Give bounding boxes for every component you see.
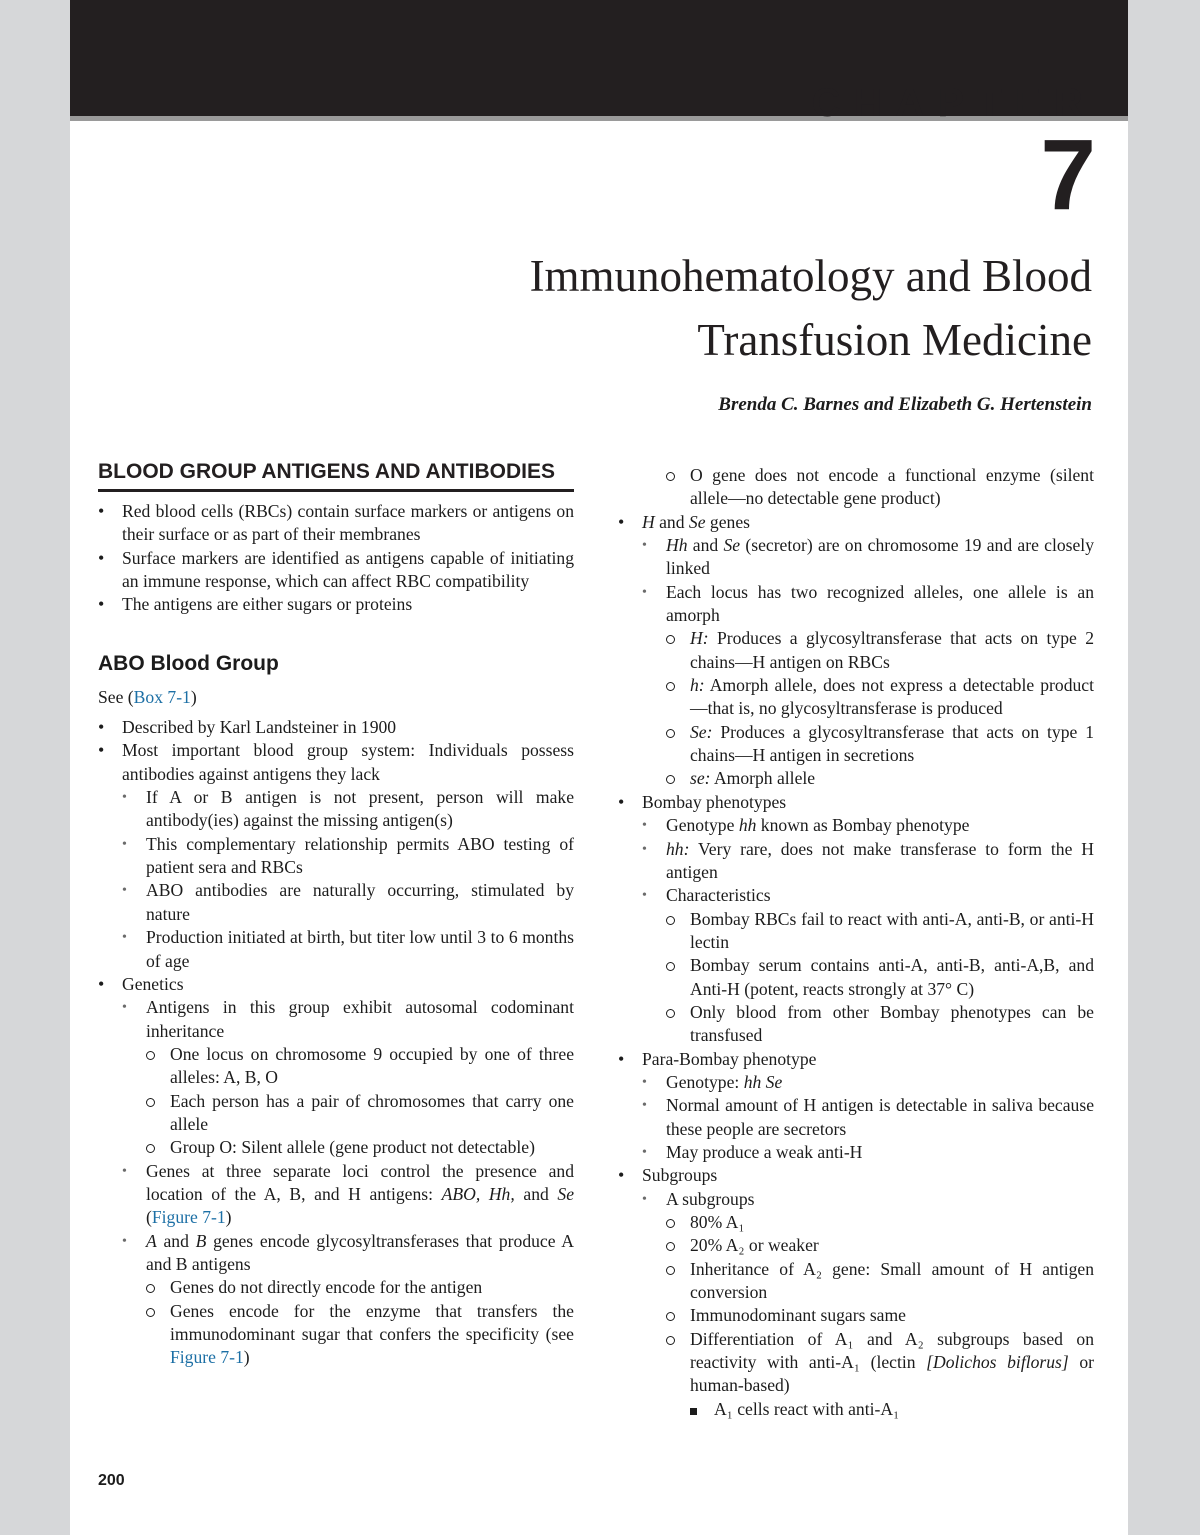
list-item: 80% A₁ [618,1211,1094,1234]
list-item: Genes do not directly encode for the antigen [98,1276,574,1299]
chapter-title-line2: Transfusion Medicine [697,315,1092,365]
list-item: • Antigens in this group exhibit autosomal codominant inheritance [122,997,574,1041]
list-item: A₁ cells react with anti-A₁ [618,1398,1094,1421]
chapter-title [332,244,1092,372]
list-item: • Red blood cells (RBCs) contain surface markers or antigens on their surface or as part of their membranes [98,501,574,545]
list-item: • Surface markers are identified as antigens capable of initiating an immune response, which can affect RBC compatibility [98,547,574,592]
list-item: One locus on chromosome 9 occupied by one of three alleles: A, B, O [98,1043,574,1090]
figure-link[interactable]: Figure 7-1 [151,1207,226,1228]
list-item: Immunodominant sugars same [618,1304,1094,1327]
list-item: • A and B genes encode glycosyltransferases that produce A and B antigens [122,1230,574,1274]
list-item: • Normal amount of H antigen is detectable in saliva because these people are secretors [642,1095,1094,1139]
list-item: • Characteristics [642,885,771,906]
list-item: Se: Produces a glycosyltransferase that acts on type 1 chains—H antigen in secretions [618,721,1094,768]
list-item: Genes encode for the enzyme that transfers the immunodominant sugar that confers the specificity (see Figure 7-1) [98,1300,574,1370]
list-item: • Genotype: hh Se [642,1071,783,1092]
list-item: • Each locus has two recognized alleles, one allele is an amorph [642,581,1094,626]
list-item: O gene does not encode a functional enzyme (silent allele—no detectable gene product) [618,464,1094,511]
figure-link[interactable]: Figure 7-1 [170,1347,244,1368]
chapter-label: CHAPTER [811,81,1096,125]
section-heading: BLOOD GROUP ANTIGENS AND ANTIBODIES [98,460,574,492]
chapter-title-line1: Immunohematology and Blood [529,251,1092,301]
box-link[interactable]: Box 7-1 [133,686,191,707]
list-item: • Para-Bombay phenotype [618,1048,817,1069]
list-item: • ABO antibodies are naturally occurring, stimulated by nature [122,880,574,924]
list-item: • Genetics [98,973,184,994]
list-item: Group O: Silent allele (gene product not detectable) [98,1136,574,1159]
list-item: Inheritance of A₂ gene: Small amount of H antigen conversion [618,1258,1094,1305]
list-item: • Production initiated at birth, but titer low until 3 to 6 months of age [122,927,574,971]
list-item: 20% A₂ or weaker [618,1234,1094,1257]
list-item: se: Amorph allele [618,767,1094,790]
list-item: • hh: Very rare, does not make transferase to form the H antigen [642,838,1094,882]
list-item: h: Amorph allele, does not express a detectable product—that is, no glycosyltransferase is produced [618,674,1094,721]
list-item: • This complementary relationship permits ABO testing of patient sera and RBCs [122,833,574,878]
list-item: H: Produces a glycosyltransferase that acts on type 2 chains—H antigen on RBCs [618,627,1094,674]
list-item: • A subgroups [642,1188,755,1209]
list-item: • If A or B antigen is not present, person will make antibody(ies) against the missing antigen(s) [122,787,574,831]
list-item: • The antigens are either sugars or proteins [98,594,413,615]
page-number: 200 [98,1472,125,1489]
list-item: • Bombay phenotypes [618,791,787,812]
list-item: • Subgroups [618,1165,718,1186]
list-item: Each person has a pair of chromosomes that carry one allele [98,1090,574,1137]
book-page [70,0,1128,1535]
list-item: • H and Se genes [618,511,750,532]
list-item: Bombay RBCs fail to react with anti-A, anti-B, or anti-H lectin [618,908,1094,955]
list-item: Bombay serum contains anti-A, anti-B, anti-A,B, and Anti-H (potent, reacts strongly at 37° C) [618,954,1094,1001]
subsection-heading: ABO Blood Group [98,651,279,675]
list-item: • Most important blood group system: Individuals possess antibodies against antigens they lack [98,740,574,784]
see-reference: See (Box 7-1) [98,686,197,707]
list-item: • May produce a weak anti-H [642,1141,863,1162]
right-column [618,464,1094,1421]
list-item: • Genes at three separate loci control the presence and location of the A, B, and H antigens: ABO, Hh, and Se (Figure 7-1) [122,1160,575,1228]
list-item: • Hh and Se (secretor) are on chromosome 19 and are closely linked [642,535,1094,579]
list-item: • Genotype hh known as Bombay phenotype [642,815,970,836]
chapter-number: 7 [1040,119,1096,231]
list-item: Only blood from other Bombay phenotypes can be transfused [618,1001,1094,1048]
left-column [98,460,574,1370]
authors: Brenda C. Barnes and Elizabeth G. Hertenstein [718,394,1092,415]
list-item: • Described by Karl Landsteiner in 1900 [98,717,397,738]
list-item: Differentiation of A₁ and A₂ subgroups based on reactivity with anti-A₁ (lectin [Dolichos biflorus] or human-based) [618,1328,1094,1398]
